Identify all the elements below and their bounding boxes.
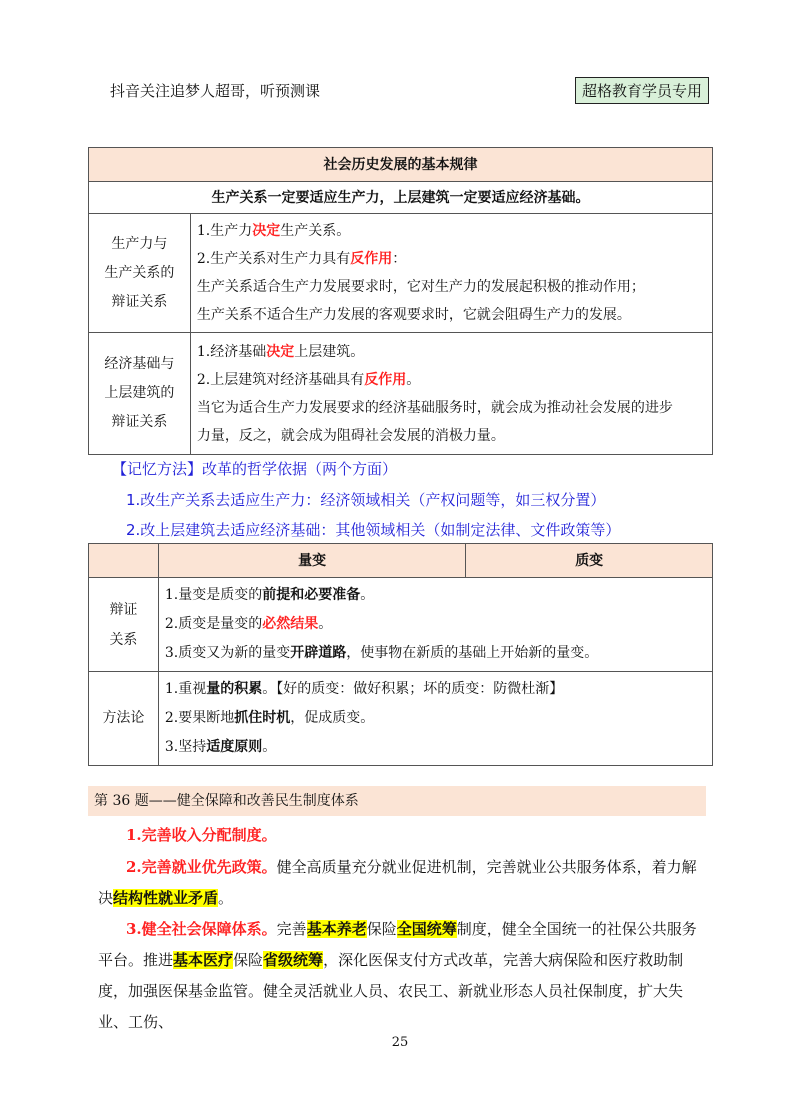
- table1-row1-label: 生产力与 生产关系的 辩证关系: [89, 214, 191, 333]
- question-title: 第 36 题——健全保障和改善民生制度体系: [88, 786, 706, 816]
- table2-row2-label: 方法论: [89, 672, 159, 766]
- table1-row2-label: 经济基础与 上层建筑的 辩证关系: [89, 333, 191, 455]
- table1-row1-content: 1.生产力决定生产关系。 2.生产关系对生产力具有反作用： 生产关系适合生产力发展要求时，它对生产力的发展起积极的推动作用； 生产关系不适合生产力发展的客观要求时，它就会阻碍生产力的发展。: [190, 214, 712, 333]
- question-point-3: 3.健全社会保障体系。完善基本养老保险全国统筹制度，健全全国统一的社保公共服务平台。推进基本医疗保险省级统筹，深化医保支付方式改革，完善大病保险和医疗救助制度，加强医保基金监管。健全灵活就业人员、农民工、新就业形态人员社保制度，扩大失业、工伤、: [98, 920, 697, 1031]
- table2-col-quality: 质变: [466, 544, 713, 578]
- table2-col-quantity: 量变: [158, 544, 465, 578]
- table2-corner: [89, 544, 159, 578]
- table2-row2-content: 1.重视量的积累。【好的质变：做好积累；坏的质变：防微杜渐】 2.要果断地抓住时机，促成质变。 3.坚持适度原则。: [158, 672, 712, 766]
- page-number: 25: [391, 1035, 409, 1050]
- memo-line-1: 【记忆方法】改革的哲学依据（两个方面）: [112, 460, 398, 478]
- table1-subtitle: 生产关系一定要适应生产力，上层建筑一定要适应经济基础。: [89, 182, 713, 214]
- memo-line-2: 1.改生产关系去适应生产力：经济领域相关（产权问题等，如三权分置）: [126, 491, 606, 509]
- table-quantity-quality: [88, 543, 713, 766]
- table2-row1-label: 辩证 关系: [89, 578, 159, 672]
- question-point-1: 1.完善收入分配制度。: [126, 826, 277, 844]
- table-social-laws: [88, 147, 713, 455]
- memo-line-3: 2.改上层建筑去适应经济基础：其他领域相关（如制定法律、文件政策等）: [126, 521, 621, 539]
- table2-row1-content: 1.量变是质变的前提和必要准备。 2.质变是量变的必然结果。 3.质变又为新的量变开辟道路，使事物在新质的基础上开始新的量变。: [158, 578, 712, 672]
- table1-row2-content: 1.经济基础决定上层建筑。 2.上层建筑对经济基础具有反作用。 当它为适合生产力发展要求的经济基础服务时，就会成为推动社会发展的进步 力量，反之，就会成为阻碍社会发展的消极力量。: [190, 333, 712, 455]
- header-badge: 超格教育学员专用: [575, 77, 709, 104]
- question-point-2: 2.完善就业优先政策。健全高质量充分就业促进机制，完善就业公共服务体系，着力解决结构性就业矛盾。: [98, 858, 697, 907]
- table1-title: 社会历史发展的基本规律: [89, 148, 713, 182]
- header-left-text: 抖音关注追梦人超哥，听预测课: [110, 82, 321, 100]
